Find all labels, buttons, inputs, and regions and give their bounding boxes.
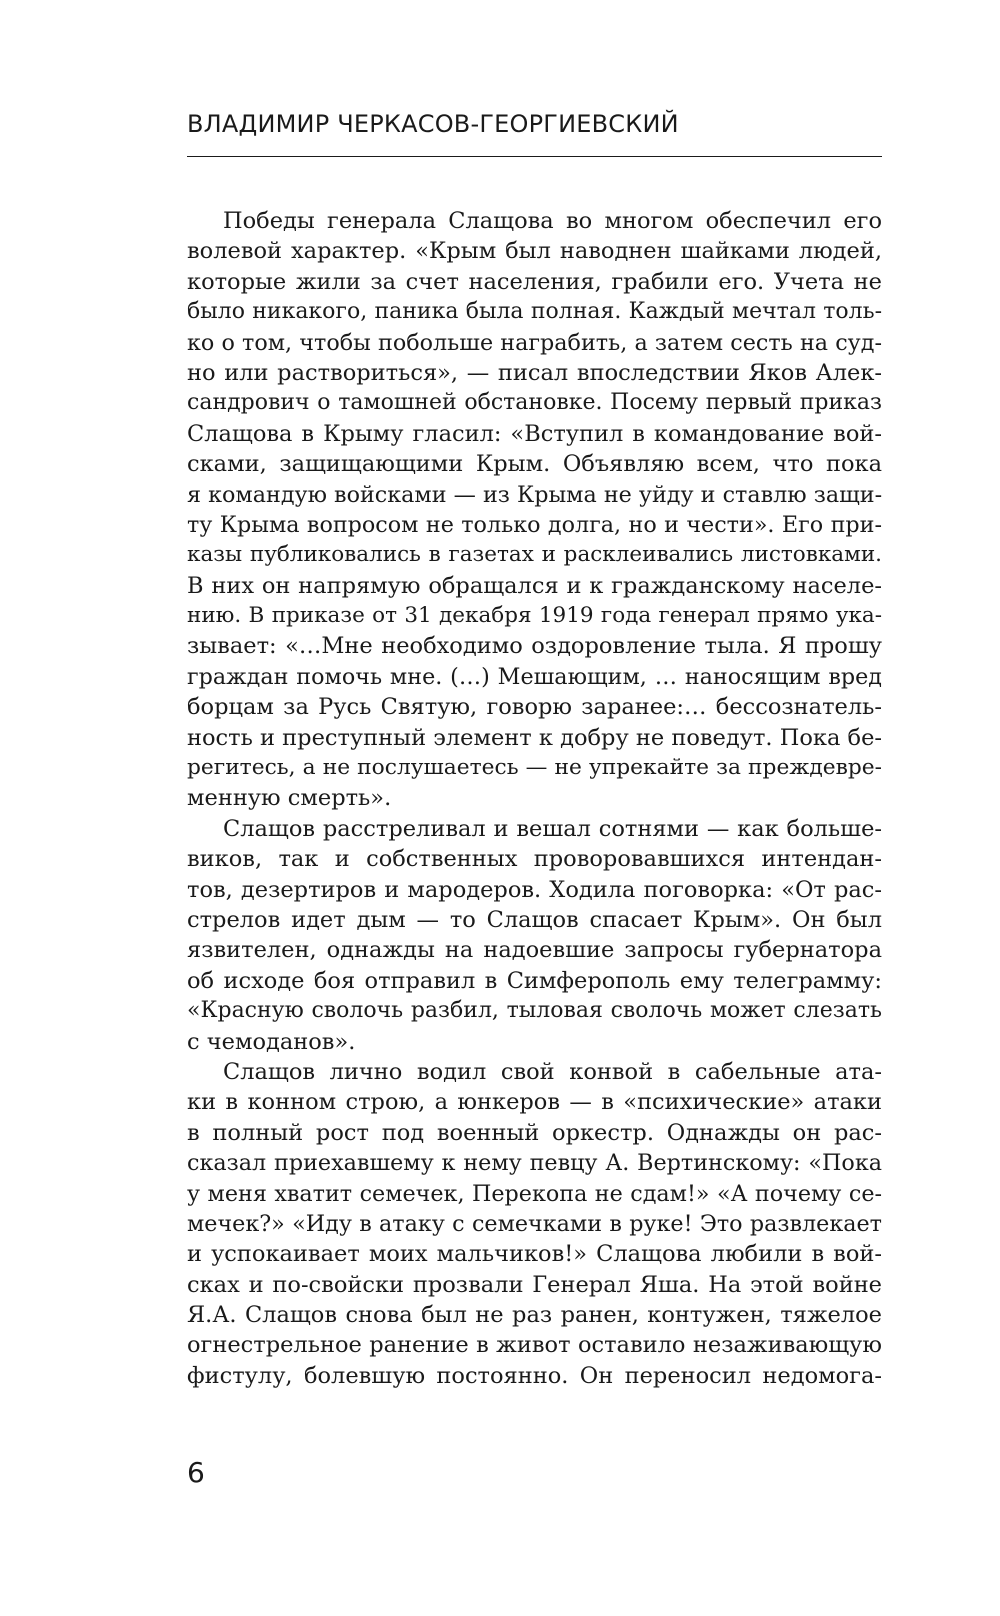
text-line: борцам за Русь Святую, говорю заранее:… бессознатель- [187, 694, 882, 721]
text-line: виков, так и собственных проворовавшихся интендан- [187, 846, 882, 873]
text-line: менную смерть». [187, 785, 392, 812]
text-line: но или раствориться», — писал впоследствии Яков Алек- [187, 359, 882, 386]
text-line: мечек?» «Иду в атаку с семечками в руке! Это развлекает [187, 1210, 882, 1237]
text-line: огнестрельное ранение в живот оставило незаживающую [187, 1332, 882, 1359]
text-line: регитесь, а не послушаетесь — не упрекайте за преждевре- [187, 755, 882, 781]
text-line: в полный рост под военный оркестр. Однажды он рас- [187, 1119, 882, 1146]
page-number: 6 [187, 1456, 205, 1489]
text-line: волевой характер. «Крым был наводнен шайками людей, [187, 238, 882, 265]
text-line: граждан помочь мне. (…) Мешающим, … наносящим вред [187, 663, 882, 690]
text-line: я командую войсками — из Крыма не уйду и ставлю защи- [187, 481, 882, 508]
text-line: сказал приехавшему к нему певцу А. Вертинскому: «Пока [187, 1150, 882, 1177]
text-line: сандрович о тамошней обстановке. Посему первый приказ [187, 390, 882, 416]
text-line: которые жили за счет населения, грабили его. Учета не [187, 268, 882, 295]
text-line: сками, защищающими Крым. Объявляю всем, что пока [187, 451, 882, 478]
text-line: ки в конном строю, а юнкеров — в «психические» атаки [187, 1089, 882, 1116]
text-line: с чемоданов». [187, 1028, 356, 1055]
text-line: Слащова в Крыму гласил: «Вступил в командование вой- [187, 420, 882, 447]
header-rule [187, 156, 882, 157]
text-line: ность и преступный элемент к добру не поведут. Пока бе- [187, 724, 882, 751]
text-line: и успокаивает моих мальчиков!» Слащова любили в вой- [187, 1241, 882, 1268]
text-line: «Красную сволочь разбил, тыловая сволочь может слезать [187, 998, 882, 1024]
text-line: было никакого, паника была полная. Каждый мечтал толь- [187, 299, 882, 325]
text-line: казы публиковались в газетах и расклеивались листовками. [187, 542, 882, 568]
text-line: нию. В приказе от 31 декабря 1919 года генерал прямо ука- [187, 603, 882, 629]
text-line: Я.А. Слащов снова был не раз ранен, контужен, тяжелое [187, 1302, 882, 1329]
text-line: у меня хватит семечек, Перекопа не сдам!» «А почему се- [187, 1180, 882, 1207]
text-line: сках и по-свойски прозвали Генерал Яша. На этой войне [187, 1271, 882, 1298]
running-head: ВЛАДИМИР ЧЕРКАСОВ-ГЕОРГИЕВСКИЙ [187, 110, 679, 138]
text-line: В них он напрямую обращался и к гражданскому населе- [187, 572, 882, 599]
text-line: ту Крыма вопросом не только долга, но и чести». Его при- [187, 511, 882, 538]
text-line: тов, дезертиров и мародеров. Ходила поговорка: «От рас- [187, 876, 882, 903]
text-line: об исходе боя отправил в Симферополь ему телеграмму: [187, 967, 882, 994]
text-line: зывает: «…Мне необходимо оздоровление тыла. Я прошу [187, 633, 882, 660]
page-body [187, 206, 882, 1391]
text-line: стрелов идет дым — то Слащов спасает Крым». Он был [187, 906, 882, 933]
text-line: Победы генерала Слащова во многом обеспечил его [223, 208, 882, 234]
paragraph-2 [187, 814, 882, 1057]
text-line: Слащов лично водил свой конвой в сабельные ата- [223, 1058, 882, 1085]
text-line: фистулу, болевшую постоянно. Он переносил недомога- [187, 1362, 882, 1389]
paragraph-1 [187, 206, 882, 814]
text-line: язвителен, однажды на надоевшие запросы губернатора [187, 937, 882, 964]
paragraph-3 [187, 1057, 882, 1391]
text-line: ко о том, чтобы побольше награбить, а затем сесть на суд- [187, 329, 882, 356]
text-line: Слащов расстреливал и вешал сотнями — как больше- [223, 815, 882, 842]
